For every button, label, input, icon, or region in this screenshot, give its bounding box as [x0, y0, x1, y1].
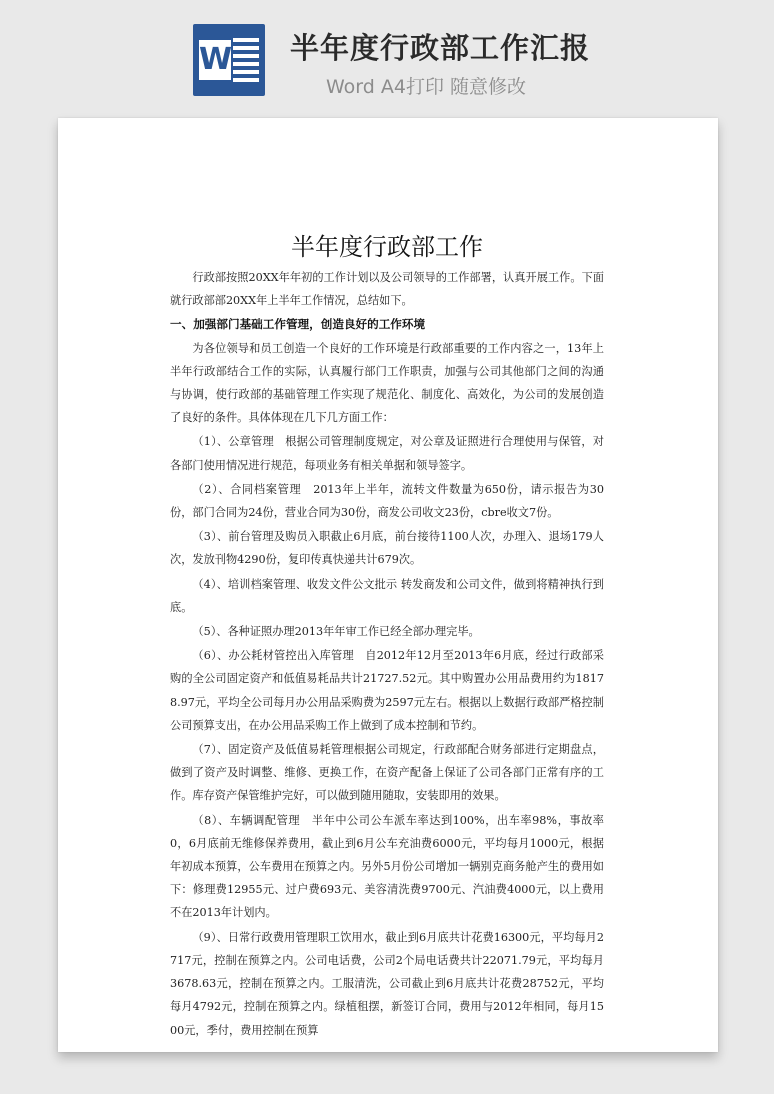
item-paragraph-5: （5）、各种证照办理2013年年审工作已经全部办理完毕。: [192, 625, 480, 639]
item-paragraph-7: （7）、固定资产及低值易耗管理根据公司规定，行政部配合财务部进行定期盘点，做到了资产及时调整、维修、更换工作，在资产配备上保证了公司各部门正常有序的工作。库存资产保管维护完好，可以做到随用随取，安装即用的效果。: [170, 743, 604, 803]
word-document-icon: [193, 24, 265, 96]
document-lines-icon: [233, 38, 259, 86]
item-paragraph-3: （3）、前台管理及购员入职截止6月底，前台接待1100人次，办理入、退场179人次，发放刊物4290份，复印传真快递共计679次。: [170, 530, 604, 567]
document-body: [170, 230, 604, 1042]
intro-paragraph: 行政部按照20XX年年初的工作计划以及公司领导的工作部署，认真开展工作。下面就行政部部20XX年上半年工作情况，总结如下。: [170, 271, 604, 308]
document-title: 半年度行政部工作: [291, 233, 483, 261]
banner: [0, 0, 774, 112]
item-paragraph-8: （8）、车辆调配管理 半年中公司公车派车率达到100%，出车率98%，事故率0，6月底前无维修保养费用，截止到6月公车充油费6000元，平均每月1000元，根据年初成本预算，公车费用在预算之内。另外5月份公司增加一辆别克商务舱产生的费用如下：修理费12955元、过户费693元、美容清洗费9700元、汽油费4000元，以上费用不在2013年计划内。: [170, 813, 604, 920]
watermark: [119, 494, 165, 543]
item-paragraph-6: （6）、办公耗材管控出入库管理 自2012年12月至2013年6月底，经过行政部采购的全公司固定资产和低值易耗品共计21727.52元。其中购置办公用品费用约为18178.97元，平均全公司每月办公用品采购费为2597元左右。根据以上数据行政部严格控制公司预算支出，在办公用品采购工作上做到了成本控制和节约。: [170, 649, 604, 732]
banner-subtitle: Word A4打印 随意修改: [326, 76, 527, 98]
item-paragraph-1: （1）、公章管理 根据公司管理制度规定，对公章及证照进行合理使用与保管，对各部门使用情况进行规范，每项业务有相关单据和领导签字。: [170, 435, 604, 472]
section-intro-paragraph: 为各位领导和员工创造一个良好的工作环境是行政部重要的工作内容之一，13年上半年行政部结合工作的实际，认真履行部门工作职责，加强与公司其他部门之间的沟通与协调，使行政部的基础管理工作实现了规范化、制度化、高效化，为公司的发展创造了良好的条件。具体体现在几下几方面工作：: [170, 341, 604, 425]
item-paragraph-2: （2）、合同档案管理 2013年上半年，流转文件数量为650份，请示报告为30份，部门合同为24份，营业合同为30份，商发公司收文23份，cbre收文7份。: [170, 482, 604, 520]
section-heading: 一、加强部门基础工作管理，创造良好的工作环境: [170, 317, 426, 332]
banner-title: 半年度行政部工作汇报: [290, 31, 591, 65]
document-page: [58, 118, 718, 1052]
item-paragraph-4: （4）、培训档案管理、收发文件公文批示 转发商发和公司文件，做到将精神执行到底。: [170, 577, 604, 614]
item-paragraph-9: （9）、日常行政费用管理职工饮用水，截止到6月底共计花费16300元，平均每月2717元，控制在预算之内。公司电话费，公司2个局电话费共计22071.79元，平均每月3678.63元，控制在预算之内。工服清洗，公司截止到6月底共计花费28752元，平均每月4792元，控制在预算之内。绿植租摆，新签订合同，费用与2012年相同，每月1500元，季付，费用控制在预算: [170, 930, 604, 1037]
word-letter: W: [199, 40, 231, 80]
